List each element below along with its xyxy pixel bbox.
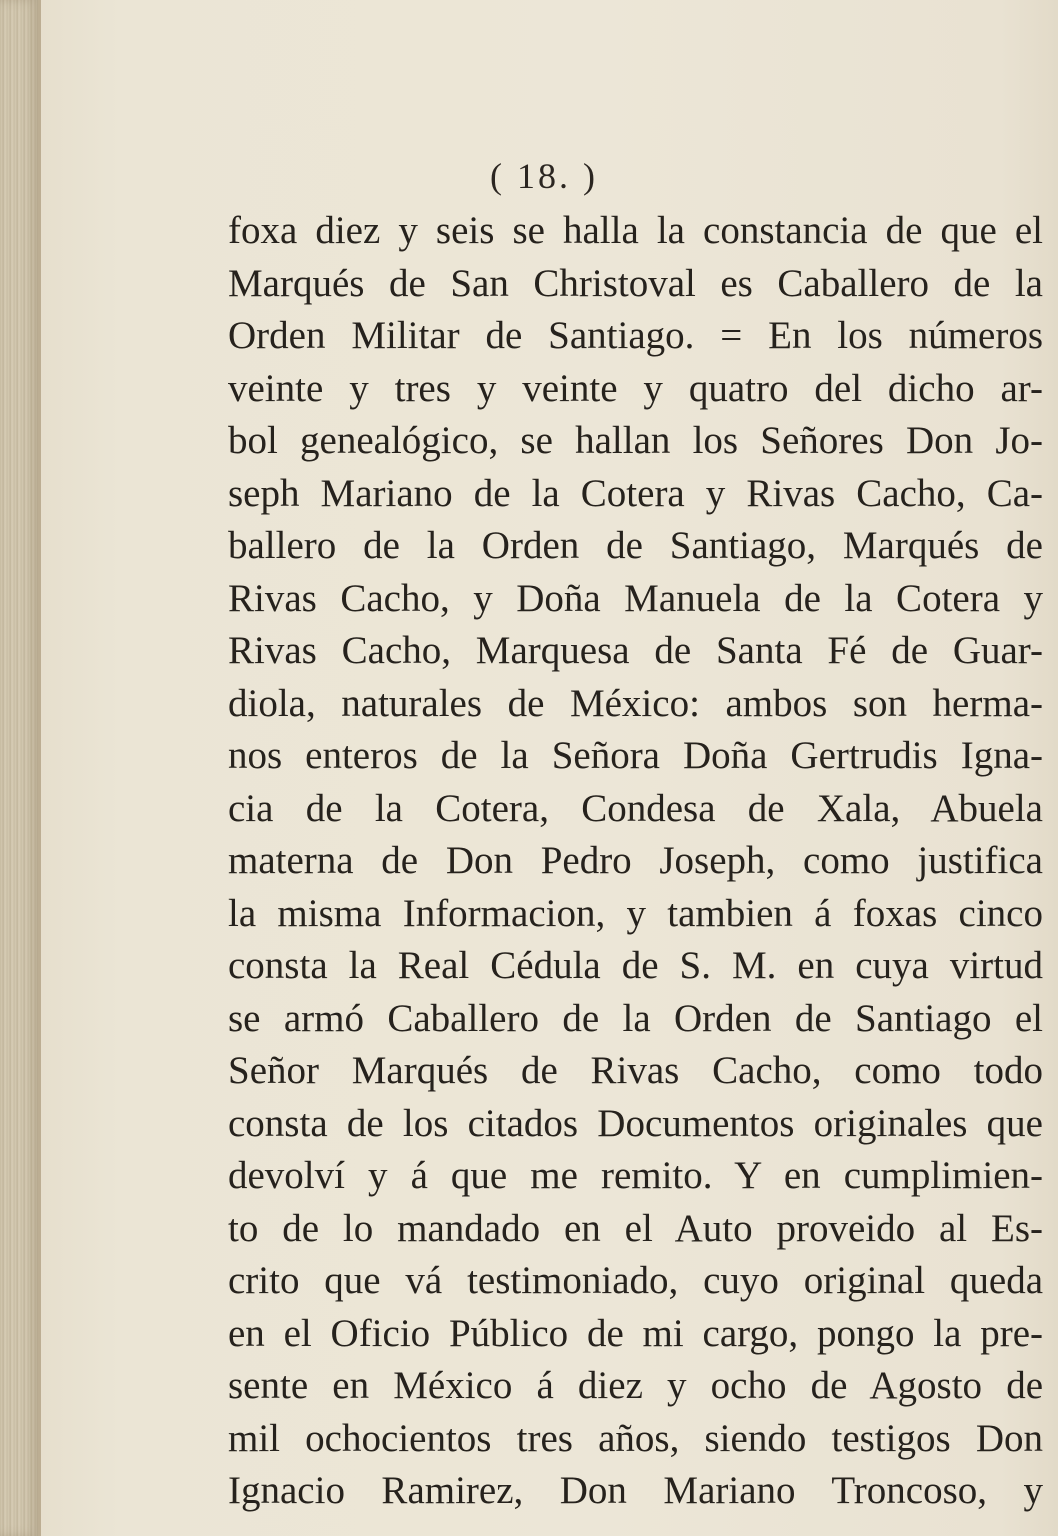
text-line: consta la Real Cédula de S. M. en cuya virtud <box>228 944 1043 987</box>
text-line: en el Oficio Público de mi cargo, pongo la pre- <box>228 1311 1043 1355</box>
gutter-edge <box>38 0 41 1536</box>
text-line: sente en México á diez y ocho de Agosto de <box>228 1364 1043 1407</box>
body-text <box>228 205 1043 1518</box>
text-line: veinte y tres y veinte y quatro del dicho ar- <box>228 366 1043 410</box>
text-line: Rivas Cacho, y Doña Manuela de la Cotera y <box>228 576 1043 620</box>
text-line: Rivas Cacho, Marquesa de Santa Fé de Guar- <box>228 629 1043 672</box>
text-line: Señor Marqués de Rivas Cacho, como todo <box>228 1049 1043 1092</box>
text-line: la misma Informacion, y tambien á foxas cinco <box>228 891 1043 935</box>
text-line: consta de los citados Documentos originales que <box>228 1101 1043 1145</box>
text-line: se armó Caballero de la Orden de Santiago el <box>228 996 1043 1040</box>
text-line: nos enteros de la Señora Doña Gertrudis Igna- <box>228 734 1043 777</box>
book-spine <box>0 0 38 1536</box>
text-line: materna de Don Pedro Joseph, como justifica <box>228 839 1043 882</box>
text-line: crito que vá testimoniado, cuyo original queda <box>228 1259 1043 1302</box>
text-line: diola, naturales de México: ambos son herma- <box>228 681 1043 725</box>
text-line: foxa diez y seis se halla la constancia de que el <box>228 209 1043 252</box>
text-line: ballero de la Orden de Santiago, Marqués de <box>228 524 1043 567</box>
text-line: to de lo mandado en el Auto proveido al Es- <box>228 1206 1043 1250</box>
text-line: Orden Militar de Santiago. = En los números <box>228 314 1043 357</box>
text-line: Marqués de San Christoval es Caballero de la <box>228 261 1043 305</box>
text-line: mil ochocientos tres años, siendo testigos Don <box>228 1416 1043 1460</box>
text-line: devolví y á que me remito. Y en cumplimien- <box>228 1154 1043 1197</box>
text-line: seph Mariano de la Cotera y Rivas Cacho, Ca- <box>228 471 1043 515</box>
page-number: ( 18. ) <box>490 156 598 196</box>
text-line: bol genealógico, se hallan los Señores Don Jo- <box>228 419 1043 462</box>
text-line: cia de la Cotera, Condesa de Xala, Abuela <box>228 786 1043 830</box>
text-line: Ignacio Ramirez, Don Mariano Troncoso, y <box>228 1469 1043 1512</box>
